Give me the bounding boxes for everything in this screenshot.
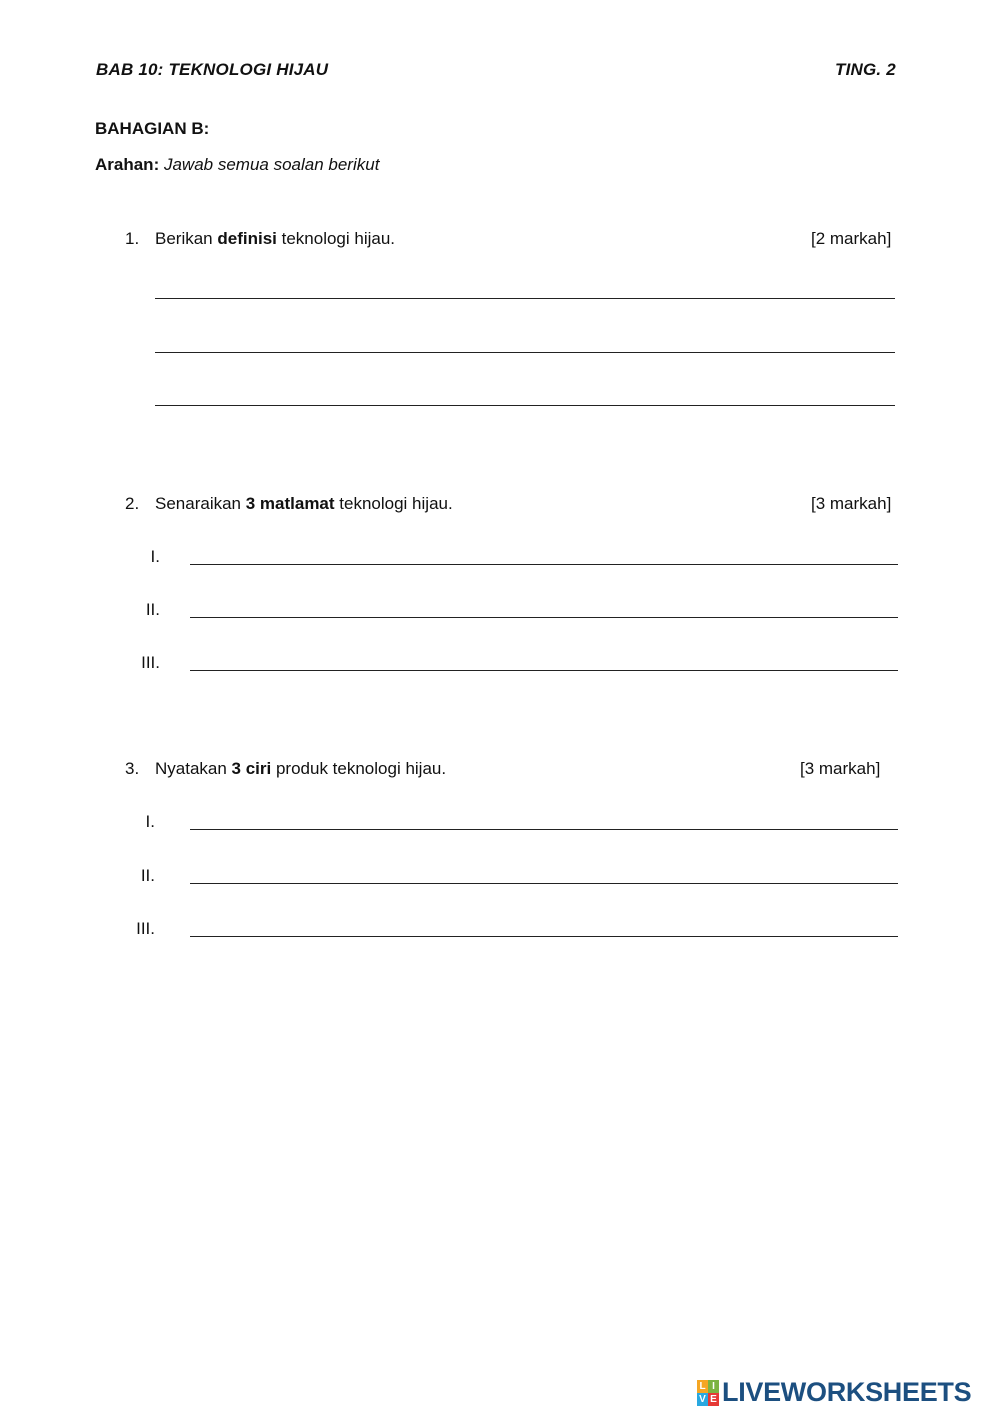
question-keyword: definisi — [217, 229, 277, 248]
question-keyword: 3 ciri — [231, 759, 272, 778]
item-numeral: I. — [145, 812, 155, 831]
question-1-marks: [2 markah] — [811, 229, 892, 248]
answer-line[interactable] — [155, 298, 895, 299]
instruction-text: Jawab semua soalan berikut — [163, 155, 380, 174]
chapter-title: BAB 10: TEKNOLOGI HIJAU — [96, 60, 329, 79]
question-text: produk teknologi hijau. — [271, 759, 447, 778]
question-keyword: 3 matlamat — [245, 494, 335, 513]
logo-mark-letter: I — [708, 1380, 719, 1393]
answer-line[interactable] — [190, 883, 898, 884]
liveworksheets-mark-icon — [697, 1380, 719, 1406]
question-3 — [125, 759, 446, 779]
item-numeral: III. — [136, 919, 155, 938]
logo-mark-letter: E — [708, 1393, 719, 1406]
question-2-marks: [3 markah] — [811, 494, 892, 513]
question-text: Senaraikan — [155, 494, 246, 513]
logo-text: LIVEWORKSHEETS — [722, 1377, 972, 1407]
answer-line[interactable] — [190, 936, 898, 937]
item-numeral: II. — [140, 866, 155, 885]
answer-line[interactable] — [190, 617, 898, 618]
question-3-marks: [3 markah] — [800, 759, 881, 778]
answer-line[interactable] — [190, 564, 898, 565]
logo-mark-letter: L — [697, 1380, 708, 1393]
question-2 — [125, 494, 453, 514]
section-title: BAHAGIAN B: — [95, 119, 210, 138]
question-number: 3. — [125, 759, 140, 778]
instruction-label: Arahan: — [95, 155, 160, 174]
liveworksheets-logo — [697, 1377, 971, 1408]
answer-line[interactable] — [155, 352, 895, 353]
item-numeral: III. — [141, 653, 160, 672]
question-text: teknologi hijau. — [334, 494, 453, 513]
form-level: TING. 2 — [835, 60, 896, 79]
question-number: 1. — [125, 229, 140, 248]
answer-line[interactable] — [155, 405, 895, 406]
answer-line[interactable] — [190, 670, 898, 671]
question-text: Nyatakan — [155, 759, 232, 778]
logo-mark-letter: V — [697, 1393, 708, 1406]
instruction — [95, 155, 379, 175]
question-text: teknologi hijau. — [276, 229, 396, 248]
answer-line[interactable] — [190, 829, 898, 830]
question-1 — [125, 229, 395, 249]
item-numeral: II. — [145, 600, 160, 619]
item-numeral: I. — [150, 547, 160, 566]
question-number: 2. — [125, 494, 140, 513]
question-text: Berikan — [155, 229, 218, 248]
